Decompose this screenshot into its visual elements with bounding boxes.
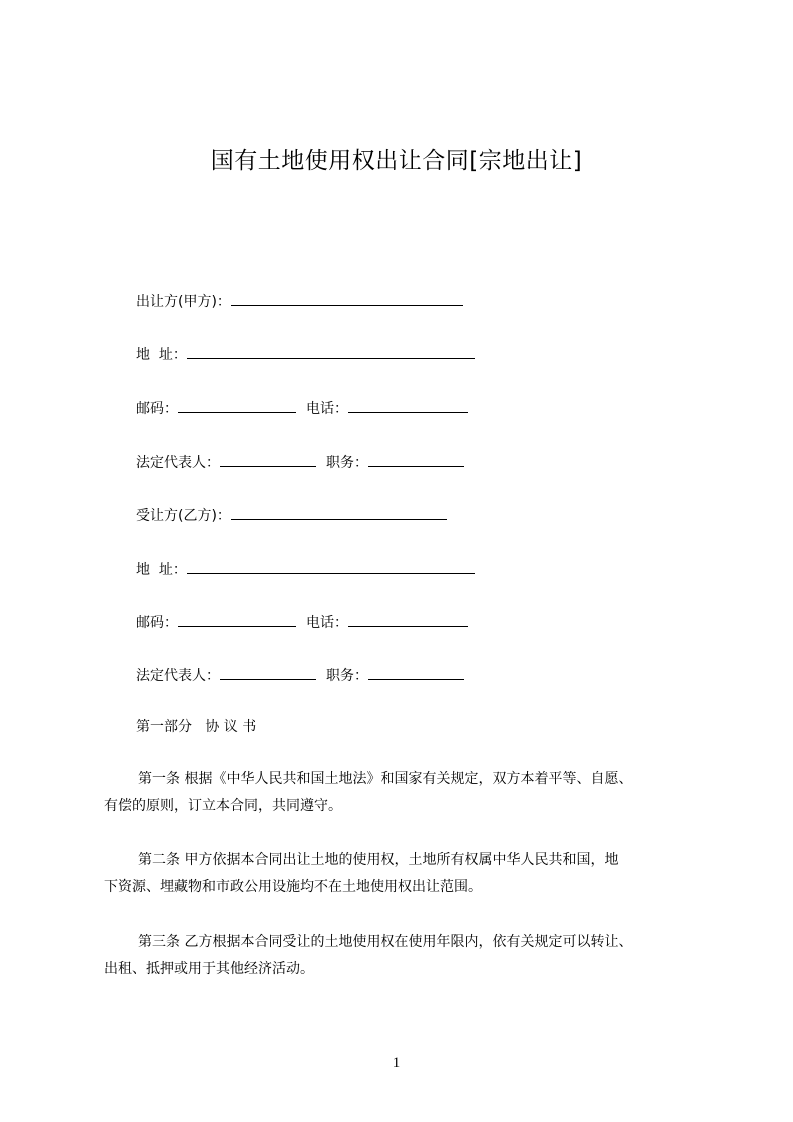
- party-b-label: 受让方(乙方)：: [136, 508, 231, 524]
- party-a-address-blank[interactable]: [187, 343, 475, 359]
- party-b-phone-blank[interactable]: [348, 611, 468, 627]
- party-a-position-blank[interactable]: [368, 451, 464, 467]
- party-a-postcode-blank[interactable]: [178, 397, 296, 413]
- article-3-line-1: 第三条 乙方根据本合同受让的土地使用权在使用年限内，依有关规定可以转让、: [138, 934, 633, 950]
- article-1-line-2: 有偿的原则，订立本合同，共同遵守。: [104, 798, 342, 814]
- party-b-postcode-blank[interactable]: [178, 611, 296, 627]
- article-1-line-1: 第一条 根据《中华人民共和国土地法》和国家有关规定，双方本着平等、自愿、: [138, 771, 633, 787]
- party-a-contact-row: [136, 397, 468, 417]
- party-b-name-blank[interactable]: [231, 504, 447, 520]
- party-a-position-label: 职务：: [326, 455, 368, 471]
- party-b-postcode-label: 邮码：: [136, 615, 178, 631]
- party-a-rep-label: 法定代表人：: [136, 455, 220, 471]
- party-b-position-blank[interactable]: [368, 664, 464, 680]
- party-b-rep-blank[interactable]: [220, 664, 316, 680]
- party-b-contact-row: [136, 611, 468, 631]
- article-2: [104, 847, 704, 901]
- article-1: [104, 766, 704, 820]
- party-a-phone-blank[interactable]: [348, 397, 468, 413]
- party-a-phone-label: 电话：: [306, 401, 348, 417]
- page-number: 1: [392, 1055, 401, 1071]
- party-a-rep-row: [136, 451, 464, 471]
- article-3-line-2: 出租、抵押或用于其他经济活动。: [104, 961, 314, 977]
- party-b-address-label: 地 址：: [136, 562, 187, 578]
- party-b-position-label: 职务：: [326, 668, 368, 684]
- document-title: 国有土地使用权出让合同[宗地出让]: [210, 148, 583, 174]
- party-a-address-row: [136, 343, 475, 363]
- party-a-rep-blank[interactable]: [220, 451, 316, 467]
- party-a-label: 出让方(甲方)：: [136, 294, 231, 310]
- party-a-name-row: [136, 290, 463, 310]
- party-b-name-row: [136, 504, 447, 524]
- section-heading: 第一部分 协 议 书: [136, 719, 257, 735]
- party-a-address-label: 地 址：: [136, 347, 187, 363]
- party-b-phone-label: 电话：: [306, 615, 348, 631]
- article-2-line-1: 第二条 甲方依据本合同出让土地的使用权，土地所有权属中华人民共和国，地: [138, 852, 619, 868]
- article-3: [104, 929, 704, 983]
- party-b-address-row: [136, 558, 475, 578]
- party-b-rep-label: 法定代表人：: [136, 668, 220, 684]
- party-b-rep-row: [136, 664, 464, 684]
- party-a-postcode-label: 邮码：: [136, 401, 178, 417]
- party-b-address-blank[interactable]: [187, 558, 475, 574]
- party-a-name-blank[interactable]: [231, 290, 463, 306]
- article-2-line-2: 下资源、埋藏物和市政公用设施均不在土地使用权出让范围。: [104, 879, 482, 895]
